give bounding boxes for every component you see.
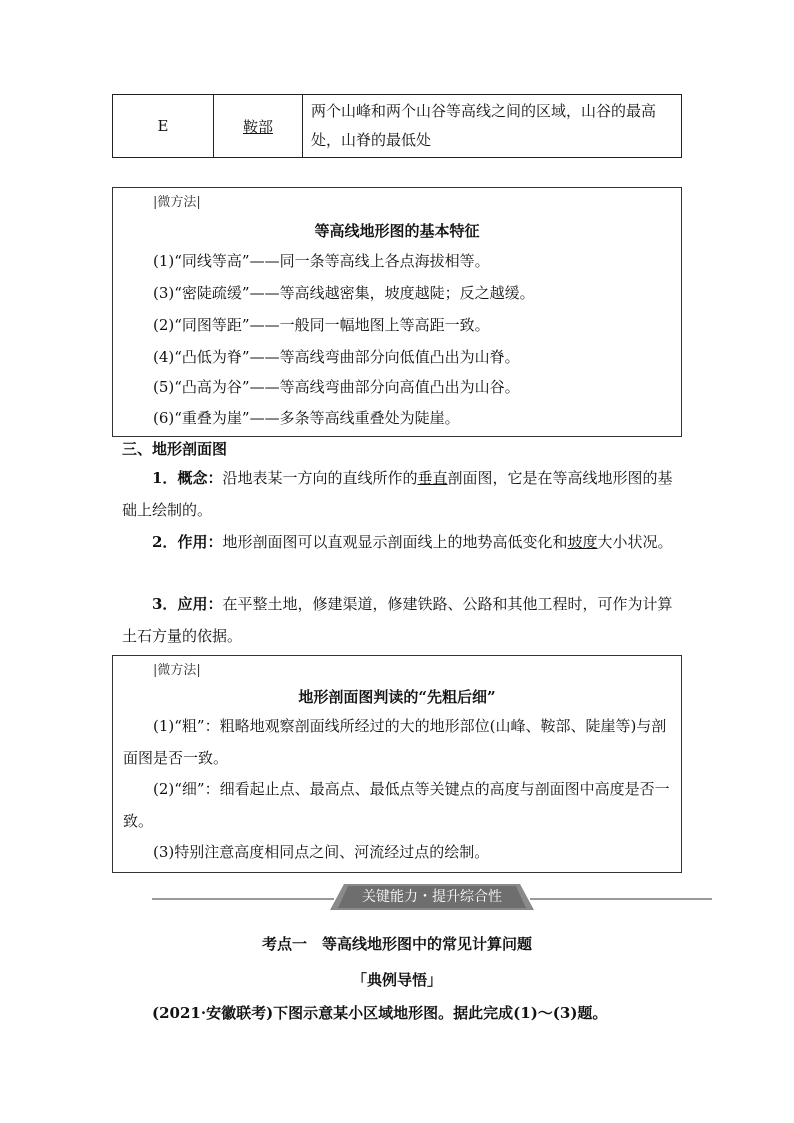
method-box-contour-features — [112, 187, 682, 437]
method-tag: |微方法| — [153, 195, 201, 210]
list-item: (3)特别注意高度相同点之间、河流经过点的绘制。 — [153, 843, 490, 861]
topic-title: 考点一 等高线地形图中的常见计算问题 — [261, 935, 532, 953]
paragraph-concept: 1．概念：沿地表某一方向的直线所作的垂直剖面图，它是在等高线地形图的基础上绘制的。 — [122, 469, 673, 519]
method-box-title: 等高线地形图的基本特征 — [314, 222, 480, 240]
paragraph-application: 3．应用：在平整土地，修建渠道，修建铁路、公路和其他工程时，可作为计算土石方量的依据。 — [122, 595, 673, 645]
table-cell-letter: E — [113, 95, 214, 157]
list-item: (6)“重叠为崖”——多条等高线重叠处为陡崖。 — [153, 409, 460, 427]
table-cell-name: 鞍部 — [214, 95, 303, 157]
paragraph-function: 2．作用：地形剖面图可以直观显示剖面线上的地势高低变化和坡度大小状况。 — [152, 533, 673, 551]
list-item: (1)“粗”：粗略地观察剖面线所经过的大的地形部位(山峰、鞍部、陡崖等)与剖面图是否一致。 — [123, 717, 667, 767]
list-item: (5)“凸高为谷”——等高线弯曲部分向高值凸出为山谷。 — [153, 378, 520, 396]
banner-text: 关键能力・提升综合性 — [362, 889, 502, 905]
list-item: (3)“密陡疏缓”——等高线越密集，坡度越陡；反之越缓。 — [153, 284, 535, 302]
terrain-table-row — [112, 94, 682, 158]
method-tag: |微方法| — [153, 663, 201, 678]
list-item: (2)“细”：细看起止点、最高点、最低点等关键点的高度与剖面图中高度是否一致。 — [123, 780, 670, 830]
list-item: (2)“同图等距”——一般同一幅地图上等高距一致。 — [153, 316, 490, 334]
banner-rule-left — [152, 898, 334, 900]
list-item: (1)“同线等高”——同一条等高线上各点海拔相等。 — [153, 252, 490, 270]
banner-rule-right — [530, 898, 712, 900]
method-box-title: 地形剖面图判读的“先粗后细” — [298, 688, 496, 706]
question-intro: (2021·安徽联考)下图示意某小区域地形图。据此完成(1)～(3)题。 — [152, 1004, 608, 1022]
method-box-profile-reading — [112, 655, 682, 873]
topic-subtitle: 「典例导悟」 — [351, 971, 442, 989]
section-banner — [152, 882, 712, 914]
table-cell-description: 两个山峰和两个山谷等高线之间的区域，山谷的最高 处，山脊的最低处 — [311, 102, 657, 149]
section-heading: 三、地形剖面图 — [122, 440, 228, 458]
list-item: (4)“凸低为脊”——等高线弯曲部分向低值凸出为山脊。 — [153, 348, 520, 366]
